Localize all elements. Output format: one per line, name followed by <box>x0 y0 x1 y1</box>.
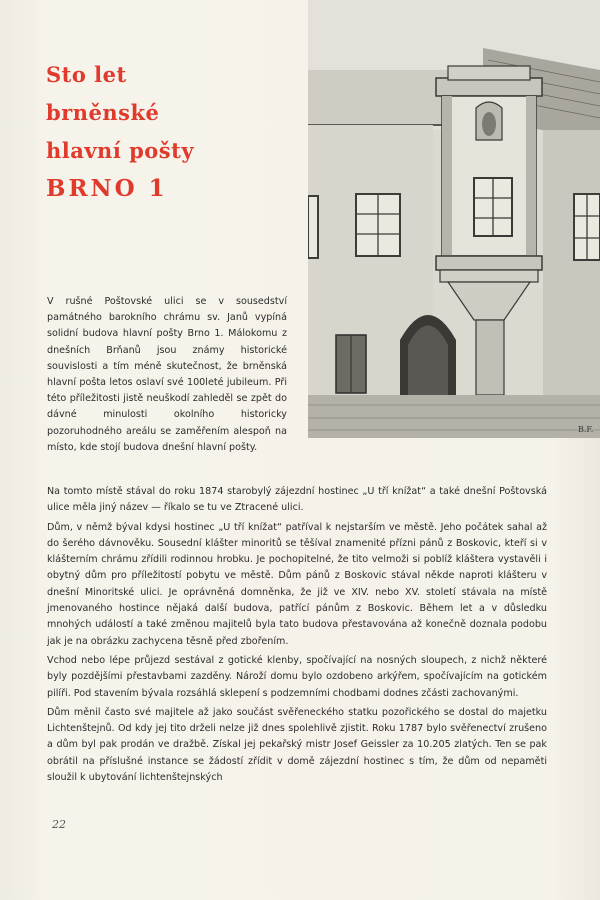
title-line-1: Sto let <box>46 62 127 87</box>
article-body <box>47 484 547 789</box>
body-paragraph: Dům, v němž býval kdysi hostinec „U tří knížat“ patříval k nejstarším ve městě. Jeho počátek sahal až do šerého dávnověku. Sousední klášter minoritů se těšíval znamenité přízni pánů z Boskovic, kteří si v klášterním chrámu zřídili rodinnou hrobku. Je pochopitelné, že tito velmoži si poblíž kláštera vystavěli i obytný dům pro příležitostí pobytu ve městě. Dům pánů z Boskovic stával někde naproti klášteru v dnešní Minoritské ulici. Je oprávněná domněnka, že již ve XIV. nebo XV. století stávala na místě jmenovaného hostince nějaká další budova, patřící pánům z Boskovic. Během let a v důsledku mnohých událostí a také změnou majitelů byla tato budova přestavována až konečně doznala podobu jak je na obrázku zachycena těsně před zbořením. <box>47 521 547 647</box>
body-paragraph: Na tomto místě stával do roku 1874 starobylý zájezdní hostinec „U tří knížat“ a také dnešní Poštovská ulice měla jiný název — říkalo se tu ve Ztracené ulici. <box>47 486 547 514</box>
title-line-2: brněnské <box>46 100 160 125</box>
title-line-4: BRNO 1 <box>46 175 168 202</box>
building-drawing-image <box>308 0 600 438</box>
title-line-3: hlavní pošty <box>46 138 195 163</box>
article-title <box>46 56 296 208</box>
intro-paragraph: V rušné Poštovské ulici se v sousedství památného barokního chrámu sv. Janů vypíná solidní budova hlavní pošty Brno 1. Málokomu z dnešních Brňanů jsou známy historické souvislosti a tím méně skutečnost, že brněnská hlavní pošta letos oslaví své 100leté jubileum. Při této příležitosti jistě neuškodí zahleděl se zpět do dávné minulosti okolního historicky pozoruhodného areálu se zaměřením alespoň na místo, kde stojí budova dnešní hlavní pošty. <box>47 296 287 453</box>
body-paragraph: Dům měnil často své majitele až jako součást svěřeneckého statku pozořického se dostal do majetku Lichtenštejnů. Od kdy jej tito drželi nelze již dnes spolehlivě zjistit. Roku 1787 bylo svěřenectví zrušeno a dům byl pak prodán ve dražbě. Získal jej pekařský mistr Josef Geissler za 10.205 zlatých. Ten se pak obrátil na příslušné instance se žádostí zřídit v domě zájezdní hostinec s tím, že dům od nepaměti sloužil k ubytování lichtenštejnských <box>47 706 547 784</box>
body-paragraph: Vchod nebo lépe průjezd sestával z gotické klenby, spočívající na nosných sloupech, z nichž některé byly pozdějšími přestavbami zazděny. Nároží domu bylo ozdobeno arkýřem, spočívajícím na gotickém pilíři. Pod stavením bývala rozsáhlá sklepení s podzemními chodbami dodnes zčásti zachovanými. <box>47 654 547 699</box>
page-number: 22 <box>52 818 66 831</box>
artist-signature: B.F. <box>578 425 594 434</box>
